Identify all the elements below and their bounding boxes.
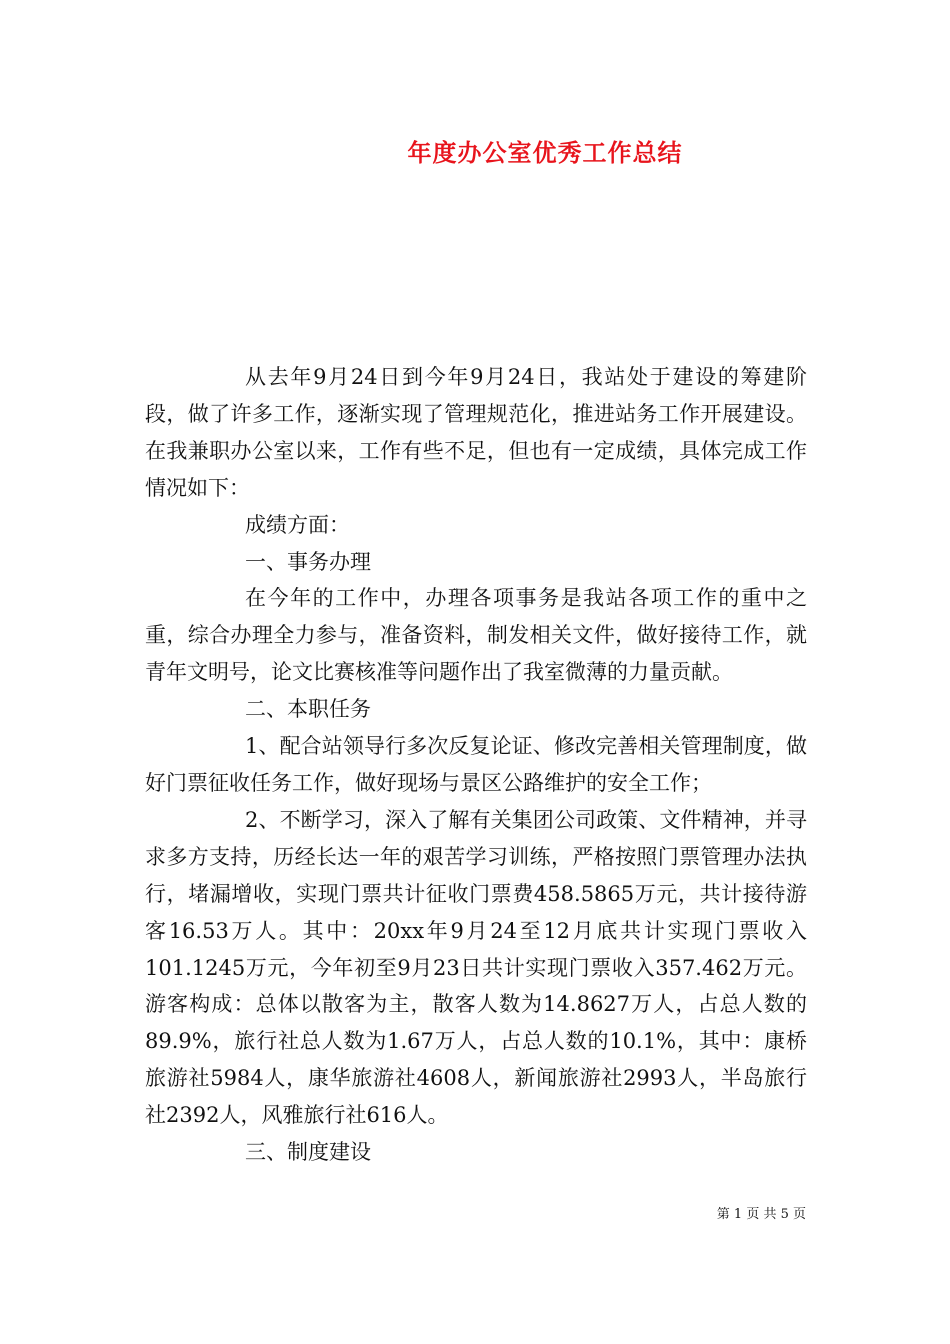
paragraph-duty-2: 2、不断学习，深入了解有关集团公司政策、文件精神，并寻求多方支持，历经长达一年的艰苦学习训练，严格按照门票管理办法执行，堵漏增收，实现门票共计征收门票费458.5865万元，共计接待游客16.53万人。其中：20xx年9月24至12月底共计实现门票收入101.1245万元，今年初至9月23日共计实现门票收入357.462万元。游客构成：总体以散客为主，散客人数为14.8627万人，占总人数的89.9%，旅行社总人数为1.67万人，占总人数的10.1%，其中：康桥旅游社5984人，康华旅游社4608人，新闻旅游社2993人，半岛旅行社2392人，风雅旅行社616人。 (145, 807, 807, 1128)
paragraph-achievements-heading: 成绩方面： (245, 512, 350, 537)
paragraph-intro: 从去年9月24日到今年9月24日，我站处于建设的筹建阶段，做了许多工作，逐渐实现了管理规范化，推进站务工作开展建设。在我兼职办公室以来，工作有些不足，但也有一定成绩，具体完成工作情况如下： (145, 365, 807, 500)
page-number-footer: 第 1 页 共 5 页 (716, 1207, 806, 1222)
section-heading-affairs: 一、事务办理 (245, 549, 371, 574)
paragraph-duty-1: 1、配合站领导行多次反复论证、修改完善相关管理制度，做好门票征收任务工作，做好现场与景区公路维护的安全工作； (145, 734, 807, 795)
document-body (145, 359, 807, 1171)
paragraph-affairs: 在今年的工作中，办理各项事务是我站各项工作的重中之重，综合办理全力参与，准备资料，制发相关文件，做好接待工作，就青年文明号，论文比赛核准等问题作出了我室微薄的力量贡献。 (145, 586, 807, 685)
document-title: 年度办公室优秀工作总结 (407, 138, 683, 167)
section-heading-system: 三、制度建设 (245, 1140, 371, 1165)
section-heading-duties: 二、本职任务 (245, 697, 371, 722)
